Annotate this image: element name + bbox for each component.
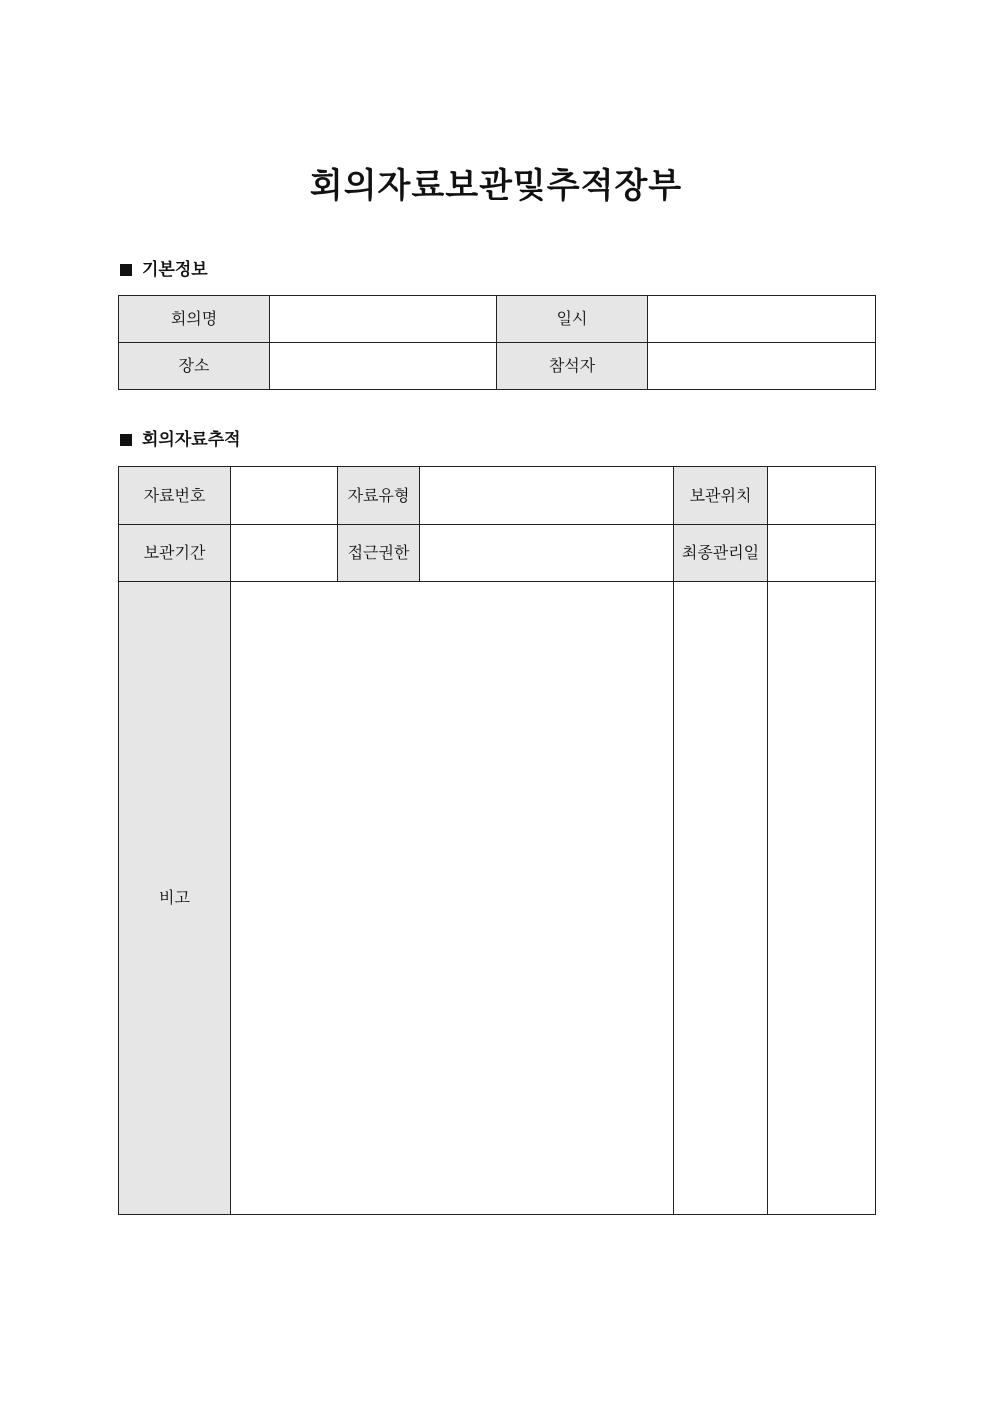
square-bullet-icon [120,264,132,276]
material-type-label: 자료유형 [338,467,420,525]
attendees-field[interactable] [648,343,876,390]
table-row [119,296,876,343]
meeting-name-label: 회의명 [119,296,270,343]
last-managed-date-label: 최종관리일 [674,525,768,582]
square-bullet-icon [120,434,132,446]
section-heading-label: 회의자료추적 [142,430,241,450]
remarks-label: 비고 [119,582,231,1215]
table-row [119,467,876,525]
datetime-label: 일시 [497,296,648,343]
material-type-field[interactable] [420,467,674,525]
basic-info-table [118,295,876,390]
table-row [119,582,876,1215]
retention-period-field[interactable] [231,525,338,582]
document-title: 회의자료보관및추적장부 [309,166,683,206]
storage-location-label: 보관위치 [674,467,768,525]
retention-period-label: 보관기간 [119,525,231,582]
material-number-label: 자료번호 [119,467,231,525]
last-managed-date-field[interactable] [768,525,876,582]
access-rights-label: 접근권한 [338,525,420,582]
table-row [119,343,876,390]
tracking-table [118,466,876,1215]
datetime-field[interactable] [648,296,876,343]
attendees-label: 참석자 [497,343,648,390]
remarks-extra-cell[interactable] [768,582,876,1215]
location-field[interactable] [270,343,497,390]
meeting-name-field[interactable] [270,296,497,343]
remarks-field[interactable] [231,582,674,1215]
location-label: 장소 [119,343,270,390]
section-heading-label: 기본정보 [142,260,208,280]
storage-location-field[interactable] [768,467,876,525]
material-number-field[interactable] [231,467,338,525]
remarks-extra-cell[interactable] [674,582,768,1215]
table-row [119,525,876,582]
section-heading-tracking [120,428,241,452]
access-rights-field[interactable] [420,525,674,582]
section-heading-basic-info [120,258,208,282]
